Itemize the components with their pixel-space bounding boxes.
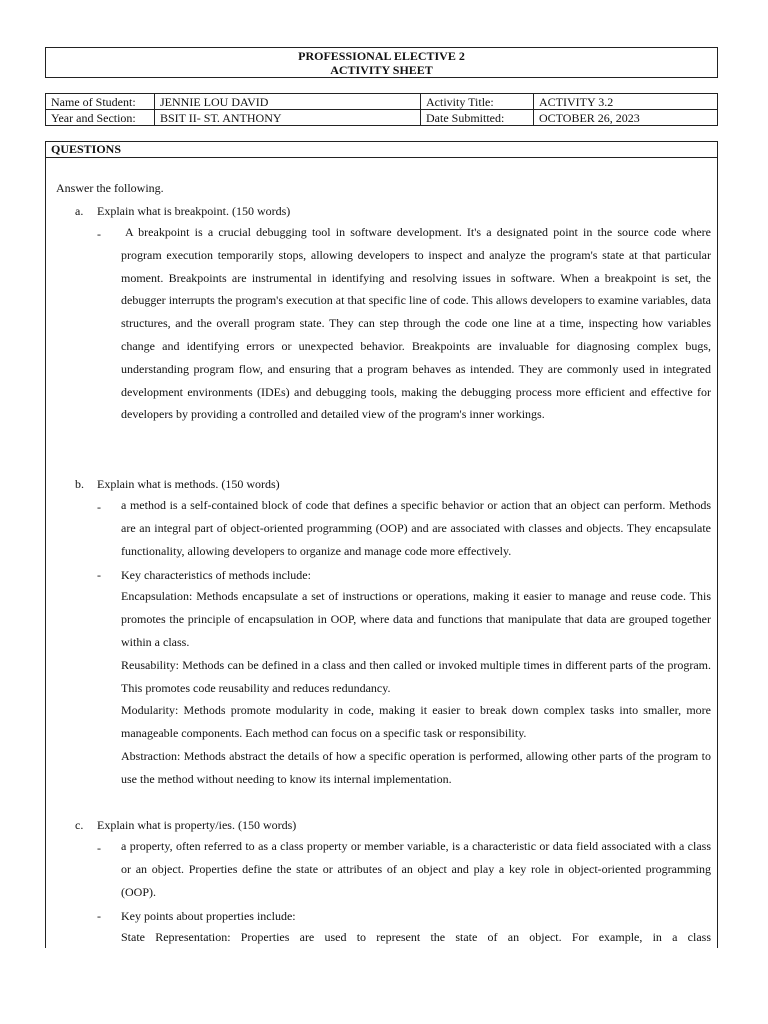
date-label: Date Submitted: — [421, 110, 534, 126]
sheet-subtitle: ACTIVITY SHEET — [330, 63, 433, 77]
sheet-title-box — [45, 47, 718, 78]
item-a-answer: A breakpoint is a crucial debugging tool in software development. It's a designated point in the source code where program execution temporarily stops, allowing developers to inspect and analyze the program's state at that particular moment. Breakpoints are instrumental in identifying and resolving issues in software. When a breakpoint is set, the debugger interrupts the program's execution at that specific line of code. This allows developers to examine variables, data structures, and the overall program state. They can step through the code one line at a time, inspecting how variables change and identifying errors or unexpected behavior. Breakpoints are invaluable for diagnosing complex bugs, understanding program flow, and ensuring that a program behaves as intended. They are commonly used in integrated development environments (IDEs) and debugging tools, making the debugging process more efficient and effective for developers by providing a controlled and detailed view of the program's inner workings. — [121, 225, 711, 422]
item-c-key-intro: Key points about properties include: — [121, 909, 296, 923]
item-c-answer: a property, often referred to as a class property or member variable, is a characteristic or data field associated with a class or an object. Properties define the state or attributes of an object and play a key role in object-oriented programming (OOP). — [121, 839, 711, 899]
name-label: Name of Student: — [46, 94, 155, 110]
item-b-dash-2: - — [97, 568, 101, 582]
item-a-label: a. — [75, 204, 84, 218]
questions-content — [45, 158, 718, 948]
activity-label: Activity Title: — [421, 94, 534, 110]
item-c-state: State Representation: Properties are used to represent the state of an object. For example, in a class — [121, 930, 711, 944]
item-b-label: b. — [75, 477, 84, 491]
year-label: Year and Section: — [46, 110, 155, 126]
item-b-answer: a method is a self-contained block of code that defines a specific behavior or action that an object can perform. Methods are an integral part of object-oriented programming (OOP) and are associated with classes and objects. They encapsulate functionality, allowing developers to organize and manage code more effectively. — [121, 498, 711, 558]
item-b-question: Explain what is methods. (150 words) — [97, 477, 280, 491]
item-c-label: c. — [75, 818, 84, 832]
questions-heading: QUESTIONS — [45, 141, 718, 158]
sheet-title: PROFESSIONAL ELECTIVE 2 — [298, 49, 465, 63]
year-value: BSIT II- ST. ANTHONY — [155, 110, 421, 126]
item-b-abstraction: Abstraction: Methods abstract the details of how a specific operation is performed, allowing other parts of the program to use the method without needing to know its internal implementation. — [121, 749, 711, 786]
item-b-key-intro: Key characteristics of methods include: — [121, 568, 311, 582]
date-value: OCTOBER 26, 2023 — [534, 110, 718, 126]
item-b-reusability: Reusability: Methods can be defined in a class and then called or invoked multiple times in different parts of the program. This promotes code reusability and reduces redundancy. — [121, 658, 711, 695]
item-a-dash: - — [97, 227, 101, 241]
student-info-table — [45, 93, 718, 126]
item-c-question: Explain what is property/ies. (150 words) — [97, 818, 297, 832]
item-c-dash-1: - — [97, 841, 101, 855]
name-value: JENNIE LOU DAVID — [155, 94, 421, 110]
table-row — [46, 110, 718, 126]
activity-value: ACTIVITY 3.2 — [534, 94, 718, 110]
item-c-dash-2: - — [97, 909, 101, 923]
instructions: Answer the following. — [56, 181, 164, 195]
item-b-dash-1: - — [97, 500, 101, 514]
item-b-encapsulation: Encapsulation: Methods encapsulate a set of instructions or operations, making it easier to manage and reuse code. This promotes the principle of encapsulation in OOP, where data and functions that manipulate that data are grouped together within a class. — [121, 589, 711, 649]
item-b-modularity: Modularity: Methods promote modularity in code, making it easier to break down complex tasks into smaller, more manageable components. Each method can focus on a specific task or responsibility. — [121, 703, 711, 740]
item-a-question: Explain what is breakpoint. (150 words) — [97, 204, 291, 218]
table-row — [46, 94, 718, 110]
